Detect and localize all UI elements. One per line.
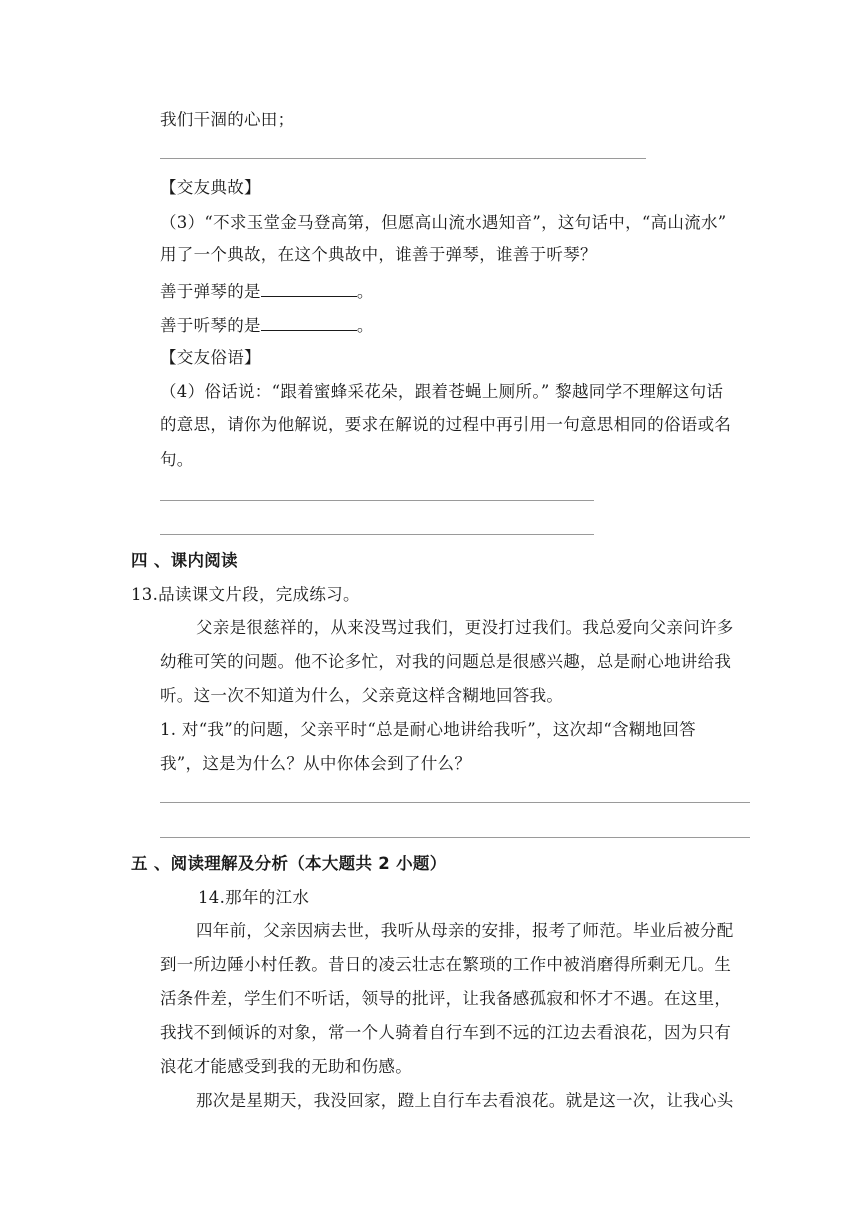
question-4-line-3: 句。 [160,450,194,469]
sub-question-1-line-2: 我”，这是为什么？从中你体会到了什么？ [160,754,472,773]
passage-line: 浪花才能感受到我的无助和伤感。 [160,1057,412,1076]
answer-line[interactable] [160,837,750,838]
fill-suffix: 。 [356,282,374,301]
blank-input[interactable] [261,316,357,331]
answer-line[interactable] [160,534,594,535]
question-13-title: 13.品读课文片段，完成练习。 [131,585,360,604]
question-3-line-2: 用了一个典故，在这个典故中，谁善于弹琴，谁善于听琴？ [160,245,597,264]
answer-line[interactable] [160,158,646,159]
fill-in-qin-player [160,282,374,301]
passage-line: 那次是星期天，我没回家，蹬上自行车去看浪花。就是这一次，让我心头 [196,1091,734,1110]
section-subheader: 【交友典故】 [160,178,261,197]
sub-question-1-line-1: 1. 对“我”的问题，父亲平时“总是耐心地讲给我听”，这次却“含糊地回答 [160,720,696,739]
question-4-line-1: （4）俗话说：“跟着蜜蜂采花朵，跟着苍蝇上厕所。” 黎越同学不理解这句话 [160,382,724,401]
question-3-line-1: （3）“不求玉堂金马登高第，但愿高山流水遇知音”，这句话中，“高山流水” [160,213,727,232]
passage-line: 幼稚可笑的问题。他不论多忙，对我的问题总是很感兴趣，总是耐心地讲给我 [160,652,732,671]
passage-line: 到一所边陲小村任教。昔日的凌云壮志在繁琐的工作中被消磨得所剩无几。生 [160,955,732,974]
passage-line: 活条件差，学生们不听话，领导的批评，让我备感孤寂和怀才不遇。在这里， [160,989,732,1008]
section-heading: 四 、课内阅读 [131,551,238,570]
section-subheader: 【交友俗语】 [160,348,261,367]
fill-in-qin-listener [160,316,374,335]
fill-suffix: 。 [356,316,374,335]
passage-line: 我找不到倾诉的对象，常一个人骑着自行车到不远的江边去看浪花，因为只有 [160,1023,732,1042]
passage-line: 父亲是很慈祥的，从来没骂过我们，更没打过我们。我总爱向父亲问许多 [196,618,734,637]
fill-prefix: 善于弹琴的是 [160,282,261,301]
passage-line: 四年前，父亲因病去世，我听从母亲的安排，报考了师范。毕业后被分配 [196,921,734,940]
fill-prefix: 善于听琴的是 [160,316,261,335]
answer-line[interactable] [160,802,750,803]
text-line: 我们干涸的心田； [160,110,295,129]
answer-line[interactable] [160,500,594,501]
blank-input[interactable] [261,282,357,297]
passage-line: 听。这一次不知道为什么，父亲竟这样含糊地回答我。 [160,686,564,705]
question-4-line-2: 的意思，请你为他解说，要求在解说的过程中再引用一句意思相同的俗语或名 [160,415,732,434]
section-heading: 五 、阅读理解及分析（本大题共 2 小题） [131,854,447,873]
question-14-title: 14.那年的江水 [198,888,310,907]
